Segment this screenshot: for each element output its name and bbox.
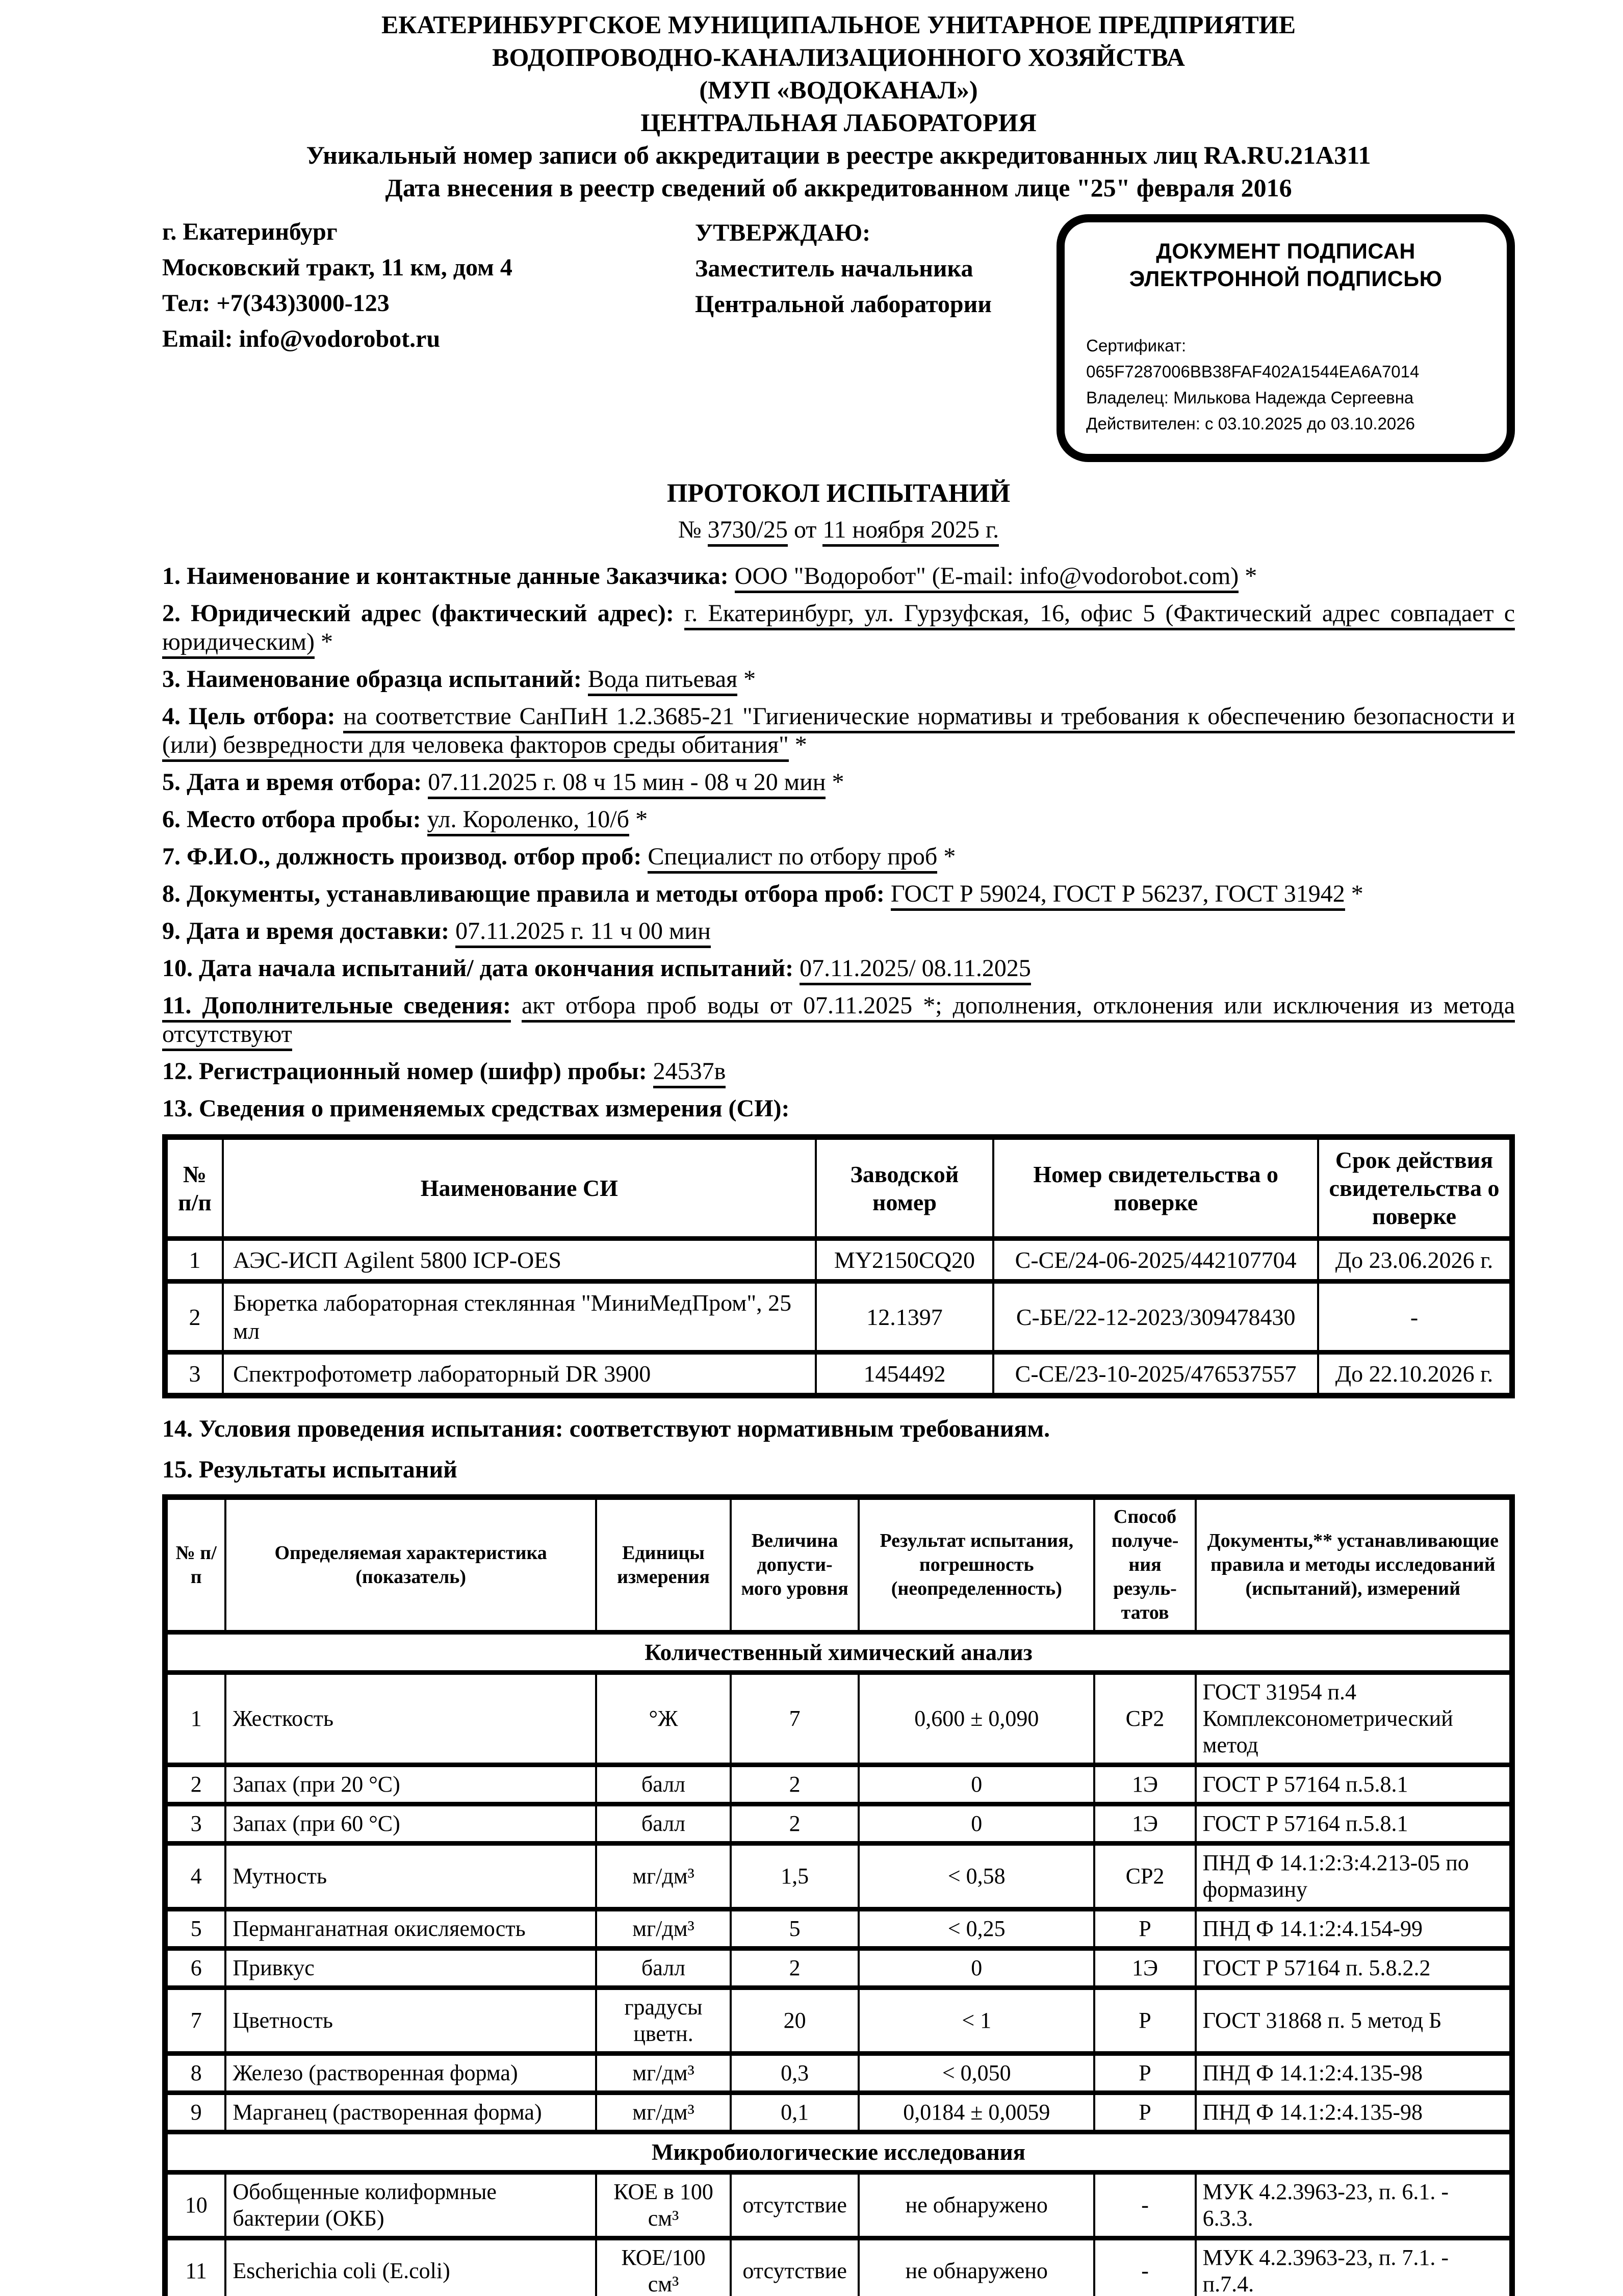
results-cell-name: Обобщенные колиформные бактерии (ОКБ) bbox=[225, 2173, 596, 2238]
results-cell-num: 11 bbox=[165, 2238, 226, 2296]
results-cell-docs: ПНД Ф 14.1:2:4.135-98 bbox=[1196, 2054, 1512, 2093]
results-cell-method: - bbox=[1094, 2238, 1195, 2296]
item-value: 07.11.2025 г. 08 ч 15 мин - 08 ч 20 мин bbox=[428, 769, 826, 799]
results-cell-method: 1Э bbox=[1094, 1765, 1195, 1804]
list-item bbox=[162, 1094, 1515, 1123]
results-cell-limit: 5 bbox=[731, 1909, 859, 1949]
stamp-owner: Владелец: Милькова Надежда Сергеевна bbox=[1086, 388, 1414, 407]
results-cell-name: Марганец (растворенная форма) bbox=[225, 2093, 596, 2132]
stamp-title-line1: ДОКУМЕНТ ПОДПИСАН bbox=[1156, 239, 1415, 264]
si-table-cell: Спектрофотометр лабораторный DR 3900 bbox=[223, 1353, 815, 1396]
item-label: 10. Дата начала испытаний/ дата окончания испытаний: bbox=[162, 955, 794, 982]
item-asterisk: * bbox=[737, 666, 756, 693]
results-cell-num: 5 bbox=[165, 1909, 226, 1949]
si-table-cell: 12.1397 bbox=[816, 1282, 994, 1353]
item-value: ул. Короленко, 10/б bbox=[427, 806, 629, 836]
si-table-cell: С-БЕ/22-12-2023/309478430 bbox=[993, 1282, 1318, 1353]
item-label: 11. Дополнительные сведения: bbox=[162, 992, 511, 1023]
item-label: 8. Документы, устанавливающие правила и методы отбора проб: bbox=[162, 880, 885, 907]
results-cell-method: Р bbox=[1094, 2054, 1195, 2093]
si-table-cell: - bbox=[1318, 1282, 1512, 1353]
results-row bbox=[165, 1988, 1512, 2054]
org-header bbox=[162, 8, 1515, 204]
results-cell-result: 0 bbox=[859, 1765, 1094, 1804]
results-row bbox=[165, 1949, 1512, 1988]
protocol-number-line bbox=[162, 515, 1515, 545]
list-item bbox=[162, 917, 1515, 946]
stamp-certificate: Сертификат: 065F7287006BB38FAF402A1544EA6A7014 bbox=[1086, 336, 1420, 381]
item-label: 4. Цель отбора: bbox=[162, 703, 336, 730]
results-cell-name: Мутность bbox=[225, 1844, 596, 1909]
item-value: Специалист по отбору проб bbox=[648, 843, 937, 874]
results-cell-num: 3 bbox=[165, 1804, 226, 1844]
approval-line: Заместитель начальника bbox=[695, 255, 973, 282]
results-cell-name: Цветность bbox=[225, 1988, 596, 2054]
results-section-title: Количественный химический анализ bbox=[165, 1632, 1512, 1673]
stamp-title-line2: ЭЛЕКТРОННОЙ ПОДПИСЬЮ bbox=[1129, 267, 1442, 291]
item-test-conditions: 14. Условия проведения испытания: соответствуют нормативным требованиям. bbox=[162, 1415, 1050, 1442]
results-cell-limit: 0,1 bbox=[731, 2093, 859, 2132]
results-cell-docs: ГОСТ Р 57164 п.5.8.1 bbox=[1196, 1804, 1512, 1844]
results-cell-name: Перманганатная окисляемость bbox=[225, 1909, 596, 1949]
org-header-line: ЕКАТЕРИНБУРГСКОЕ МУНИЦИПАЛЬНОЕ УНИТАРНОЕ ПРЕДПРИЯТИЕ bbox=[381, 10, 1296, 39]
results-cell-name: Escherichia coli (E.coli) bbox=[225, 2238, 596, 2296]
si-table-cell: 2 bbox=[165, 1282, 223, 1353]
results-cell-limit: 2 bbox=[731, 1804, 859, 1844]
results-cell-limit: 0,3 bbox=[731, 2054, 859, 2093]
results-cell-unit: балл bbox=[596, 1804, 731, 1844]
results-header-cell: Определяемая характеристика (показатель) bbox=[225, 1497, 596, 1632]
results-cell-method: СР2 bbox=[1094, 1673, 1195, 1765]
si-table bbox=[162, 1134, 1515, 1398]
item-asterisk: * bbox=[314, 628, 333, 655]
si-table-cell: 1 bbox=[165, 1239, 223, 1282]
list-item bbox=[162, 768, 1515, 797]
results-cell-num: 6 bbox=[165, 1949, 226, 1988]
list-item bbox=[162, 843, 1515, 871]
results-cell-limit: 2 bbox=[731, 1765, 859, 1804]
list-item bbox=[162, 1057, 1515, 1086]
results-cell-unit: КОЕ/100 см³ bbox=[596, 2238, 731, 2296]
si-table-cell: Бюретка лабораторная стеклянная "МиниМедПром", 25 мл bbox=[223, 1282, 815, 1353]
results-cell-result: не обнаружено bbox=[859, 2173, 1094, 2238]
stamp-title bbox=[1086, 238, 1485, 293]
results-cell-num: 9 bbox=[165, 2093, 226, 2132]
results-section-title: Микробиологические исследования bbox=[165, 2132, 1512, 2173]
item-label: 9. Дата и время доставки: bbox=[162, 917, 450, 945]
item-asterisk: * bbox=[629, 806, 648, 833]
results-cell-result: < 1 bbox=[859, 1988, 1094, 2054]
results-cell-result: < 0,25 bbox=[859, 1909, 1094, 1949]
org-header-line: Дата внесения в реестр сведений об аккредитованном лице "25" февраля 2016 bbox=[385, 173, 1292, 202]
results-cell-result: 0 bbox=[859, 1804, 1094, 1844]
results-cell-method: 1Э bbox=[1094, 1949, 1195, 1988]
results-row bbox=[165, 1804, 1512, 1844]
stamp-validity: Действителен: с 03.10.2025 до 03.10.2026 bbox=[1086, 414, 1415, 433]
item-label: 7. Ф.И.О., должность производ. отбор проб: bbox=[162, 843, 642, 870]
item-asterisk: * bbox=[788, 731, 807, 758]
si-table-cell: MY2150CQ20 bbox=[816, 1239, 994, 1282]
item-value: 24537в bbox=[653, 1058, 726, 1088]
results-cell-method: 1Э bbox=[1094, 1804, 1195, 1844]
results-row bbox=[165, 2238, 1512, 2296]
results-cell-unit: балл bbox=[596, 1765, 731, 1804]
list-item bbox=[162, 702, 1515, 759]
results-cell-docs: ГОСТ Р 57164 п. 5.8.2.2 bbox=[1196, 1949, 1512, 1988]
org-header-line: (МУП «ВОДОКАНАЛ») bbox=[699, 75, 978, 104]
item-asterisk: * bbox=[1345, 880, 1363, 907]
item-value: 07.11.2025/ 08.11.2025 bbox=[800, 955, 1031, 985]
list-item bbox=[162, 665, 1515, 694]
results-cell-result: < 0,58 bbox=[859, 1844, 1094, 1909]
results-header-cell: Способ получе- ния резуль- татов bbox=[1094, 1497, 1195, 1632]
results-cell-method: Р bbox=[1094, 1988, 1195, 2054]
org-header-line: Уникальный номер записи об аккредитации в реестре аккредитованных лиц RA.RU.21А311 bbox=[306, 141, 1371, 169]
item-value: 07.11.2025 г. 11 ч 00 мин bbox=[455, 917, 711, 948]
si-table-row bbox=[165, 1239, 1512, 1282]
protocol-number-prefix: № bbox=[678, 516, 708, 543]
list-item bbox=[162, 562, 1515, 591]
results-cell-unit: балл bbox=[596, 1949, 731, 1988]
item-value: акт отбора проб воды от 07.11.2025 *; дополнения, отклонения или исключения из метода отсутствуют bbox=[162, 992, 1515, 1051]
si-table-row bbox=[165, 1353, 1512, 1396]
protocol-number: 3730/25 bbox=[708, 516, 788, 547]
protocol-from: от bbox=[787, 516, 823, 543]
si-table-cell: 3 bbox=[165, 1353, 223, 1396]
si-table-header-cell: Наименование СИ bbox=[223, 1137, 815, 1239]
list-item bbox=[162, 991, 1515, 1049]
list-item bbox=[162, 599, 1515, 656]
item-label: 5. Дата и время отбора: bbox=[162, 769, 422, 796]
item-value: ООО "Водоробот" (E-mail: info@vodorobot.com) bbox=[735, 563, 1239, 593]
protocol-date: 11 ноября 2025 г. bbox=[822, 516, 999, 547]
results-cell-unit: мг/дм³ bbox=[596, 1844, 731, 1909]
results-cell-unit: мг/дм³ bbox=[596, 1909, 731, 1949]
si-table-header-cell: Номер свидетельства о поверке bbox=[993, 1137, 1318, 1239]
item-value: на соответствие СанПиН 1.2.3685-21 "Гигиенические нормативы и требования к обеспечению безопасности и (или) безвредности для человека факторов среды обитания" bbox=[162, 703, 1515, 762]
results-cell-limit: 7 bbox=[731, 1673, 859, 1765]
results-section-row bbox=[165, 2132, 1512, 2173]
approval-line: УТВЕРЖДАЮ: bbox=[695, 219, 871, 246]
results-cell-docs: ПНД Ф 14.1:2:3:4.213-05 по формазину bbox=[1196, 1844, 1512, 1909]
si-table-cell: До 23.06.2026 г. bbox=[1318, 1239, 1512, 1282]
items-list bbox=[162, 562, 1515, 1123]
approval-block bbox=[695, 215, 1057, 322]
item-label: 6. Место отбора пробы: bbox=[162, 806, 421, 833]
results-header-cell: Величина допусти- мого уровня bbox=[731, 1497, 859, 1632]
results-header-row bbox=[165, 1497, 1512, 1632]
contact-line: г. Екатеринбург bbox=[162, 218, 338, 245]
contact-line: Московский тракт, 11 км, дом 4 bbox=[162, 254, 512, 281]
org-header-line: ЦЕНТРАЛЬНАЯ ЛАБОРАТОРИЯ bbox=[640, 108, 1037, 137]
results-cell-limit: 2 bbox=[731, 1949, 859, 1988]
results-cell-method: - bbox=[1094, 2173, 1195, 2238]
results-cell-limit: 1,5 bbox=[731, 1844, 859, 1909]
item-label: 12. Регистрационный номер (шифр) пробы: bbox=[162, 1058, 647, 1085]
si-table-header-cell: Заводской номер bbox=[816, 1137, 994, 1239]
results-row bbox=[165, 1673, 1512, 1765]
results-row bbox=[165, 2054, 1512, 2093]
contact-line: Тел: +7(343)3000-123 bbox=[162, 290, 390, 317]
results-cell-result: < 0,050 bbox=[859, 2054, 1094, 2093]
results-row bbox=[165, 2173, 1512, 2238]
digital-signature-stamp bbox=[1057, 214, 1515, 462]
contact-line: Email: info@vodorobot.ru bbox=[162, 325, 441, 352]
results-cell-name: Запах (при 20 °С) bbox=[225, 1765, 596, 1804]
results-cell-result: 0,0184 ± 0,0059 bbox=[859, 2093, 1094, 2132]
results-cell-result: 0,600 ± 0,090 bbox=[859, 1673, 1094, 1765]
results-cell-name: Запах (при 60 °С) bbox=[225, 1804, 596, 1844]
results-cell-num: 8 bbox=[165, 2054, 226, 2093]
results-cell-docs: МУК 4.2.3963-23, п. 6.1. - 6.3.3. bbox=[1196, 2173, 1512, 2238]
si-table-cell: С-СЕ/24-06-2025/442107704 bbox=[993, 1239, 1318, 1282]
results-cell-name: Жесткость bbox=[225, 1673, 596, 1765]
results-cell-docs: МУК 4.2.3963-23, п. 7.1. - п.7.4. bbox=[1196, 2238, 1512, 2296]
item-label: 13. Сведения о применяемых средствах измерения (СИ): bbox=[162, 1095, 790, 1122]
stamp-details bbox=[1086, 333, 1485, 437]
results-header-cell: Результат испытания, погрешность (неопределенность) bbox=[859, 1497, 1094, 1632]
si-table-cell: АЭС-ИСП Agilent 5800 ICP-OES bbox=[223, 1239, 815, 1282]
item-label: 3. Наименование образца испытаний: bbox=[162, 666, 582, 693]
results-cell-method: СР2 bbox=[1094, 1844, 1195, 1909]
item-value: ГОСТ Р 59024, ГОСТ Р 56237, ГОСТ 31942 bbox=[891, 880, 1345, 911]
results-cell-docs: ГОСТ 31954 п.4 Комплексонометрический метод bbox=[1196, 1673, 1512, 1765]
org-header-line: ВОДОПРОВОДНО-КАНАЛИЗАЦИОННОГО ХОЗЯЙСТВА bbox=[492, 43, 1185, 71]
protocol-title: ПРОТОКОЛ ИСПЫТАНИЙ bbox=[666, 479, 1011, 508]
results-header-cell: Документы,** устанавливающие правила и методы исследований (испытаний), измерений bbox=[1196, 1497, 1512, 1632]
results-cell-result: 0 bbox=[859, 1949, 1094, 1988]
list-item bbox=[162, 805, 1515, 834]
si-table-header-cell: Срок действия свидетельства о поверке bbox=[1318, 1137, 1512, 1239]
item-asterisk: * bbox=[1239, 563, 1257, 590]
item-label: 2. Юридический адрес (фактический адрес): bbox=[162, 600, 674, 627]
results-row bbox=[165, 2093, 1512, 2132]
si-table-cell: До 22.10.2026 г. bbox=[1318, 1353, 1512, 1396]
results-cell-docs: ПНД Ф 14.1:2:4.154-99 bbox=[1196, 1909, 1512, 1949]
info-row bbox=[162, 214, 1515, 462]
results-cell-num: 4 bbox=[165, 1844, 226, 1909]
list-item bbox=[162, 880, 1515, 908]
results-cell-unit: мг/дм³ bbox=[596, 2093, 731, 2132]
results-row bbox=[165, 1765, 1512, 1804]
results-cell-unit: КОЕ в 100 см³ bbox=[596, 2173, 731, 2238]
results-cell-limit: отсутствие bbox=[731, 2238, 859, 2296]
results-header-cell: Единицы измерения bbox=[596, 1497, 731, 1632]
si-table-cell: С-СЕ/23-10-2025/476537557 bbox=[993, 1353, 1318, 1396]
results-cell-docs: ГОСТ Р 57164 п.5.8.1 bbox=[1196, 1765, 1512, 1804]
results-cell-limit: 20 bbox=[731, 1988, 859, 2054]
results-header-cell: № п/п bbox=[165, 1497, 226, 1632]
results-cell-limit: отсутствие bbox=[731, 2173, 859, 2238]
item-results-heading: 15. Результаты испытаний bbox=[162, 1456, 457, 1483]
item-value: г. Екатеринбург, ул. Гурзуфская, 16, офис 5 (Фактический адрес совпадает с юридическим) bbox=[162, 600, 1515, 659]
results-cell-num: 2 bbox=[165, 1765, 226, 1804]
results-row bbox=[165, 1909, 1512, 1949]
results-cell-num: 1 bbox=[165, 1673, 226, 1765]
contacts-block bbox=[162, 214, 695, 357]
approval-line: Центральной лаборатории bbox=[695, 291, 992, 318]
results-cell-method: Р bbox=[1094, 1909, 1195, 1949]
results-cell-docs: ГОСТ 31868 п. 5 метод Б bbox=[1196, 1988, 1512, 2054]
si-table-header-row bbox=[165, 1137, 1512, 1239]
results-cell-result: не обнаружено bbox=[859, 2238, 1094, 2296]
results-row bbox=[165, 1844, 1512, 1909]
results-cell-unit: °Ж bbox=[596, 1673, 731, 1765]
results-cell-method: Р bbox=[1094, 2093, 1195, 2132]
si-table-row bbox=[165, 1282, 1512, 1353]
list-item bbox=[162, 954, 1515, 983]
results-cell-num: 10 bbox=[165, 2173, 226, 2238]
results-cell-name: Привкус bbox=[225, 1949, 596, 1988]
si-table-cell: 1454492 bbox=[816, 1353, 994, 1396]
item-asterisk: * bbox=[826, 769, 844, 796]
item-asterisk: * bbox=[937, 843, 956, 870]
results-section-row bbox=[165, 1632, 1512, 1673]
results-table bbox=[162, 1494, 1515, 2296]
results-cell-unit: градусы цветн. bbox=[596, 1988, 731, 2054]
results-cell-unit: мг/дм³ bbox=[596, 2054, 731, 2093]
item-value: Вода питьевая bbox=[588, 666, 737, 696]
results-cell-name: Железо (растворенная форма) bbox=[225, 2054, 596, 2093]
results-cell-num: 7 bbox=[165, 1988, 226, 2054]
si-table-header-cell: № п/п bbox=[165, 1137, 223, 1239]
item-label: 1. Наименование и контактные данные Заказчика: bbox=[162, 563, 729, 590]
results-cell-docs: ПНД Ф 14.1:2:4.135-98 bbox=[1196, 2093, 1512, 2132]
